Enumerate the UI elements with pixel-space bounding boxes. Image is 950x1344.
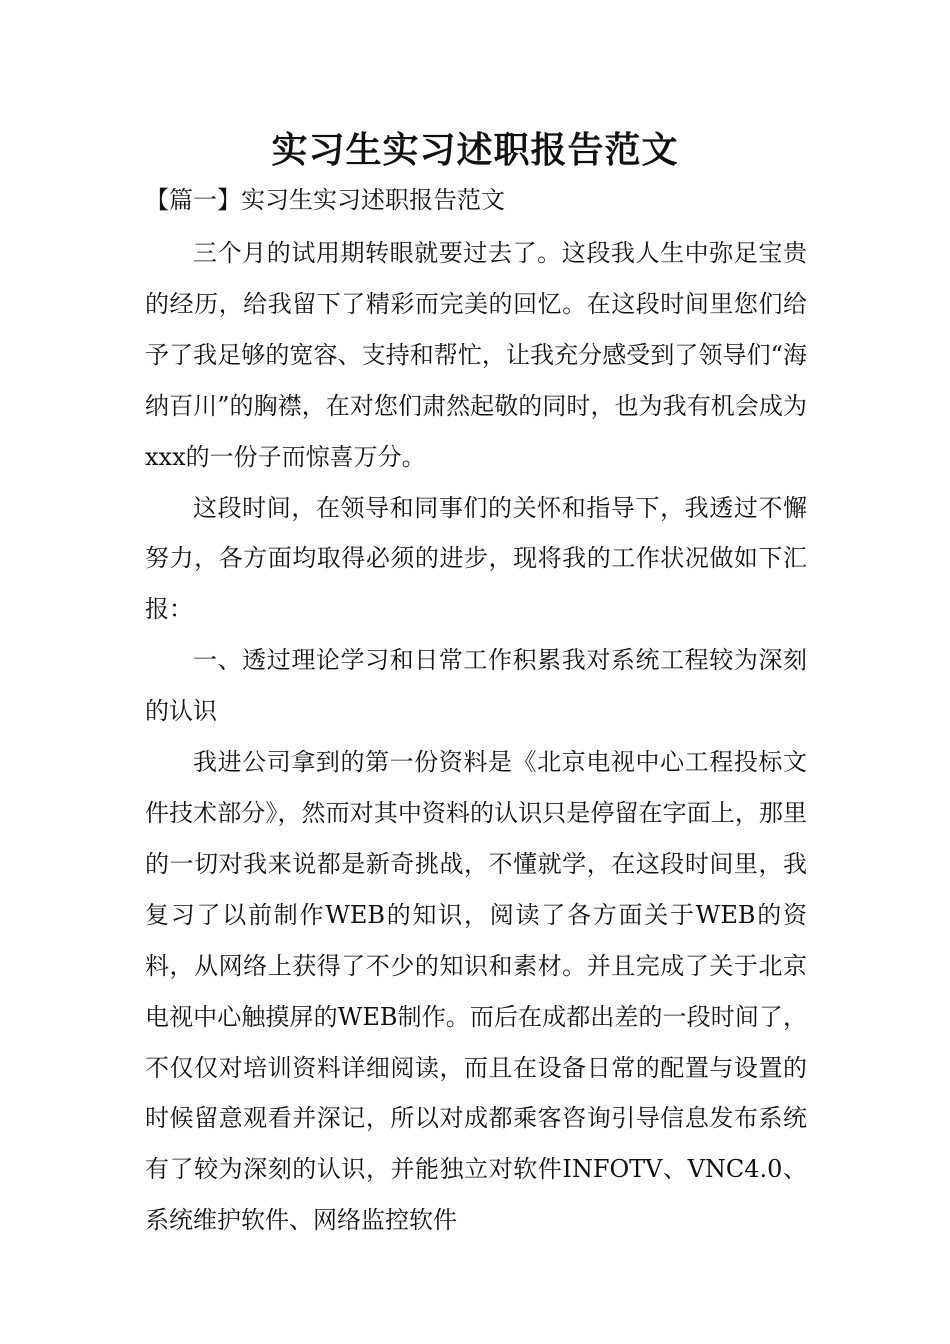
body-text [145, 228, 807, 1246]
page-title: 实习生实习述职报告范文 [271, 129, 679, 171]
section-heading: 【篇一】实习生实习述职报告范文 [145, 186, 505, 214]
paragraph: 一、透过理论学习和日常工作积累我对系统工程较为深刻的认识 [145, 646, 807, 726]
paragraph: 我进公司拿到的第一份资料是《北京电视中心工程投标文件技术部分》，然而对其中资料的认识只是停留在字面上，那里的一切对我来说都是新奇挑战，不懂就学，在这段时间里，我复习了以前制作WEB的知识，阅读了各方面关于WEB的资料，从网络上获得了不少的知识和素材。并且完成了关于北京电视中心触摸屏的WEB制作。而后在成都出差的一段时间了，不仅仅对培训资料详细阅读，而且在设备日常的配置与设置的时候留意观看并深记，所以对成都乘客咨询引导信息发布系统有了较为深刻的认识，并能独立对软件INFOTV、VNC4.0、系统维护软件、网络监控软件 [145, 748, 807, 1235]
paragraph: 三个月的试用期转眼就要过去了。这段我人生中弥足宝贵的经历，给我留下了精彩而完美的回忆。在这段时间里您们给予了我足够的宽容、支持和帮忙，让我充分感受到了领导们“海纳百川”的胸襟，在对您们肃然起敬的同时，也为我有机会成为xxx的一份子而惊喜万分。 [145, 239, 807, 471]
paragraph: 这段时间，在领导和同事们的关怀和指导下，我透过不懈努力，各方面均取得必须的进步，现将我的工作状况做如下汇报： [145, 493, 807, 624]
